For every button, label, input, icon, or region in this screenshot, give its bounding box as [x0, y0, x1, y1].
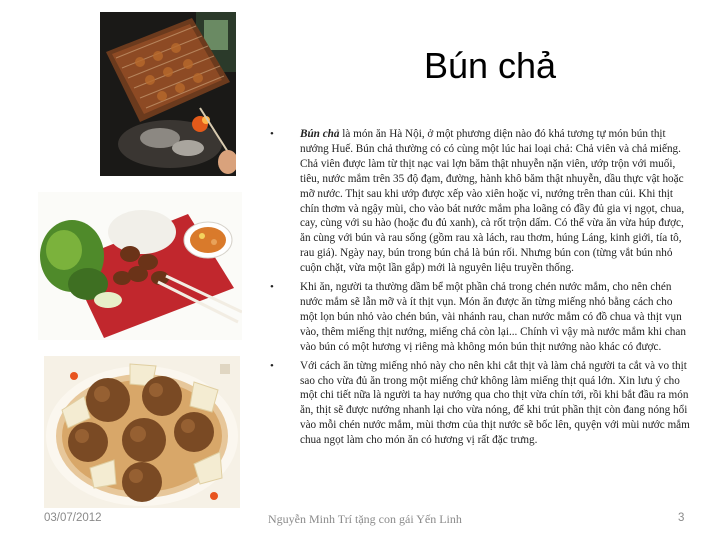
bullet-lead-term: Bún chả — [300, 128, 340, 140]
meatballs-in-sauce-photo — [44, 356, 240, 508]
footer-date: 03/07/2012 — [44, 512, 102, 524]
footer-caption: Nguyễn Minh Trí tặng con gái Yến Linh — [268, 512, 462, 526]
bun-cha-platter-photo — [38, 192, 242, 340]
bullet-list — [268, 127, 690, 452]
grilled-pork-on-charcoal-photo — [100, 12, 236, 176]
bullet-text: Khi ăn, người ta thường dầm bể một phần chả trong chén nước mắm, cho nên chén nước mắm sẽ lẫn mỡ và ít thịt vụn. Món ăn được ăn từng miếng nhỏ bằng cách cho một lọn bún nhỏ vào chén bún, vài nhánh rau, chan nước mắm có đồ chua và thịt vụn vào, thêm miếng thịt nướng, miếng chả còn lại... Chính vì vậy mà nước mắm khi chan vào bún có một hương vị riêng mà không món bún thịt nướng nào khác có được. — [300, 281, 686, 353]
bullet-item-3 — [268, 359, 690, 448]
bullet-marker: • — [270, 359, 274, 372]
bullet-item-2 — [268, 280, 690, 355]
page-number: 3 — [678, 512, 685, 524]
bullet-marker: • — [270, 281, 274, 294]
bullet-item-1 — [268, 127, 690, 276]
bullet-marker: • — [270, 128, 274, 140]
bullet-text: Với cách ăn từng miếng nhỏ này cho nên khi cắt thịt và làm chả người ta cắt và vo thịt sao cho vừa đủ ăn trong một miếng chứ không làm miếng thịt quá lớn. Xin lưu ý cho một chi tiết nữa là người ta hay nướng qua cho thịt vừa chín tới, rồi khi bắt đầu ra món ăn, thịt sẽ được nướng nhanh lại cho vừa nóng, để khi trút phần thịt còn đang nóng hổi vào mỗi chén nước mắm, mùi thơm của thịt nước sẽ bốc lên, quyện với mùi nước mắm chua ngọt làm cho món ăn có hương vị rất đặc trưng. — [300, 359, 690, 447]
slide-title: Bún chả — [423, 45, 557, 86]
bullet-text: là món ăn Hà Nội, ở một phương diện nào đó khá tương tự món bún thịt nướng Huế. Bún chả thường có có cùng một lúc hai loại chả: Chả viên và chả miếng. Chả viên được làm từ thịt nạc vai lợn băm thật nhuyễn nặn viên, ướp trộn với muối, tiêu, nước mắm trên 35 độ đạm, đường, hành khô băm thật nhuyễn, dầu thực vật hoặc mỡ nước. Thịt sau khi ướp được xếp vào xiên hoặc vỉ, nướng trên than củi. Khi thịt chín thơm và ngậy mùi, cho vào bát nước mắm pha loãng có đầy đủ gia vị ngọt, chua, cay, cùng với su hào (hoặc đu đủ xanh), cà rốt trộn dấm. Có thể vừa ăn vừa húp được, ăn cùng với bún và rau sống (gồm rau xà lách, rau thơm, húng Láng, kinh giới, tía tô, rau giá). Ngày nay, bún trong bún chả là bún rối. Nhưng bún con (từng vắt bún nhỏ cuộn chặt, vừa một lần gắp) mới là nguyên liệu truyền thống. — [300, 128, 685, 275]
